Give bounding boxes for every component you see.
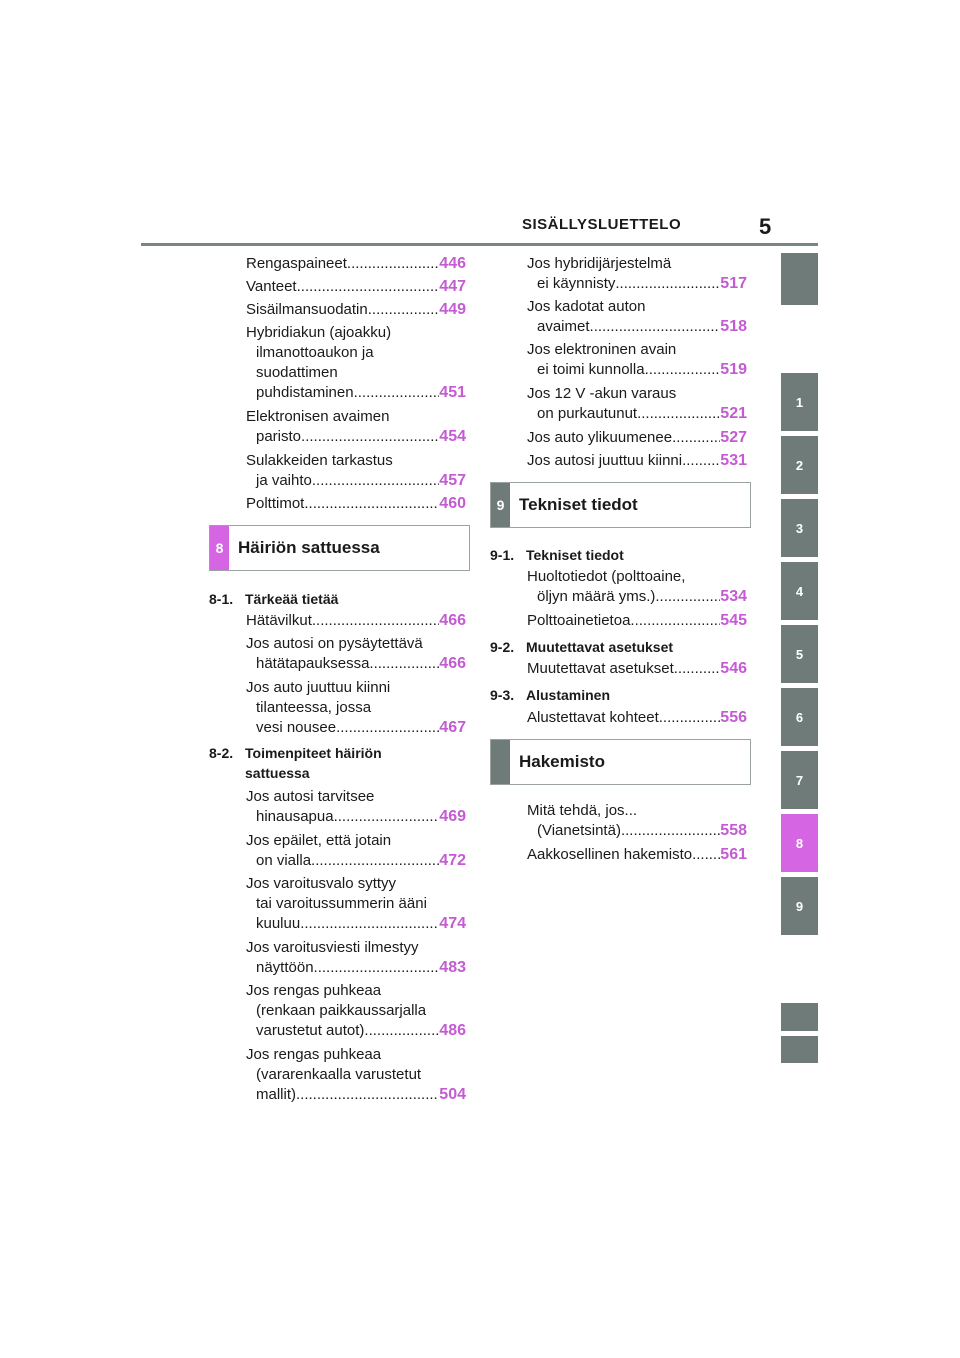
section-title: Häiriön sattuessa	[238, 538, 380, 557]
subsection-9-1[interactable]: 9-1. Tekniset tiedot	[490, 547, 624, 563]
page-number: 5	[759, 214, 772, 239]
toc-entry[interactable]: Hätävilkut ..... 466	[246, 611, 466, 631]
toc-entry[interactable]: Jos rengas puhkeaa (vararenkaalla varustetut mallit) ..... 504	[246, 1045, 466, 1105]
toc-entry[interactable]: Jos autosi juuttuu kiinni ..... 531	[527, 451, 747, 471]
section-title: Tekniset tiedot	[519, 495, 638, 514]
toc-entry[interactable]: Jos autosi on pysäytettävä hätätapauksessa ..... 466	[246, 634, 466, 674]
side-tab-6[interactable]: 6	[781, 688, 818, 746]
subsection-9-2[interactable]: 9-2. Muutettavat asetukset	[490, 639, 674, 655]
toc-entry[interactable]: Jos 12 V -akun varaus on purkautunut ..... 521	[527, 384, 747, 424]
side-tab-blank-top[interactable]	[781, 253, 818, 305]
toc-entry[interactable]: Jos varoitusvalo syttyy tai varoitussummerin ääni kuuluu ..... 474	[246, 874, 466, 934]
header-title: SISÄLLYSLUETTELO	[522, 216, 682, 233]
toc-entry[interactable]: Rengaspaineet ..... 446	[246, 254, 466, 274]
section-badge: 9	[491, 483, 510, 527]
toc-entry[interactable]: Vanteet ..... 447	[246, 277, 466, 297]
subsection-8-1[interactable]: 8-1. Tärkeää tietää	[209, 591, 339, 607]
toc-entry[interactable]: Jos varoitusviesti ilmestyy näyttöön ..... 483	[246, 938, 466, 978]
header-rule	[141, 243, 818, 246]
toc-entry[interactable]: Muutettavat asetukset ..... 546	[527, 659, 747, 679]
subsection-8-2[interactable]: 8-2. Toimenpiteet häiriön sattuessa	[209, 745, 382, 781]
toc-entry[interactable]: Jos elektroninen avain ei toimi kunnolla ..... 519	[527, 340, 747, 380]
toc-entry[interactable]: Jos rengas puhkeaa (renkaan paikkaussarjalla varustetut autot) ..... 486	[246, 981, 466, 1041]
index-heading[interactable]	[490, 739, 751, 785]
toc-entry[interactable]: Huoltotiedot (polttoaine, öljyn määrä yms.) ..... 534	[527, 567, 747, 607]
toc-entry[interactable]: Polttimot ..... 460	[246, 494, 466, 514]
side-tab-1[interactable]: 1	[781, 373, 818, 431]
side-tab-9[interactable]: 9	[781, 877, 818, 935]
side-tab-2[interactable]: 2	[781, 436, 818, 494]
toc-entry[interactable]: Aakkosellinen hakemisto ..... 561	[527, 845, 747, 865]
toc-entry[interactable]: Mitä tehdä, jos... (Vianetsintä) ..... 558	[527, 801, 747, 841]
section-9-heading[interactable]	[490, 482, 751, 528]
subsection-9-3[interactable]: 9-3. Alustaminen	[490, 687, 611, 703]
side-tab-4[interactable]: 4	[781, 562, 818, 620]
toc-entry[interactable]: Jos epäilet, että jotain on vialla ..... 472	[246, 831, 466, 871]
side-tab-8-active[interactable]: 8	[781, 814, 818, 872]
section-badge: 8	[210, 526, 229, 570]
side-tab-3[interactable]: 3	[781, 499, 818, 557]
toc-entry[interactable]: Jos kadotat auton avaimet ..... 518	[527, 297, 747, 337]
toc-entry[interactable]: Polttoainetietoa ..... 545	[527, 611, 747, 631]
side-tab-7[interactable]: 7	[781, 751, 818, 809]
toc-entry[interactable]: Sulakkeiden tarkastus ja vaihto ..... 457	[246, 451, 466, 491]
toc-entry[interactable]: Elektronisen avaimen paristo ..... 454	[246, 407, 466, 447]
side-tab-blank-a[interactable]	[781, 1003, 818, 1031]
toc-entry[interactable]: Alustettavat kohteet ..... 556	[527, 708, 747, 728]
side-tab-5[interactable]: 5	[781, 625, 818, 683]
section-badge	[491, 740, 510, 784]
toc-entry[interactable]: Jos hybridijärjestelmä ei käynnisty ..... 517	[527, 254, 747, 294]
toc-entry[interactable]: Hybridiakun (ajoakku) ilmanottoaukon ja suodattimen puhdistaminen ..... 451	[246, 323, 466, 403]
toc-entry[interactable]: Jos auto juuttuu kiinni tilanteessa, jossa vesi nousee ..... 467	[246, 678, 466, 738]
toc-entry[interactable]: Jos auto ylikuumenee ..... 527	[527, 428, 747, 448]
section-title: Hakemisto	[519, 752, 605, 771]
side-tab-blank-b[interactable]	[781, 1036, 818, 1063]
toc-entry[interactable]: Sisäilmansuodatin ..... 449	[246, 300, 466, 320]
section-8-heading[interactable]	[209, 525, 470, 571]
toc-entry[interactable]: Jos autosi tarvitsee hinausapua ..... 469	[246, 787, 466, 827]
